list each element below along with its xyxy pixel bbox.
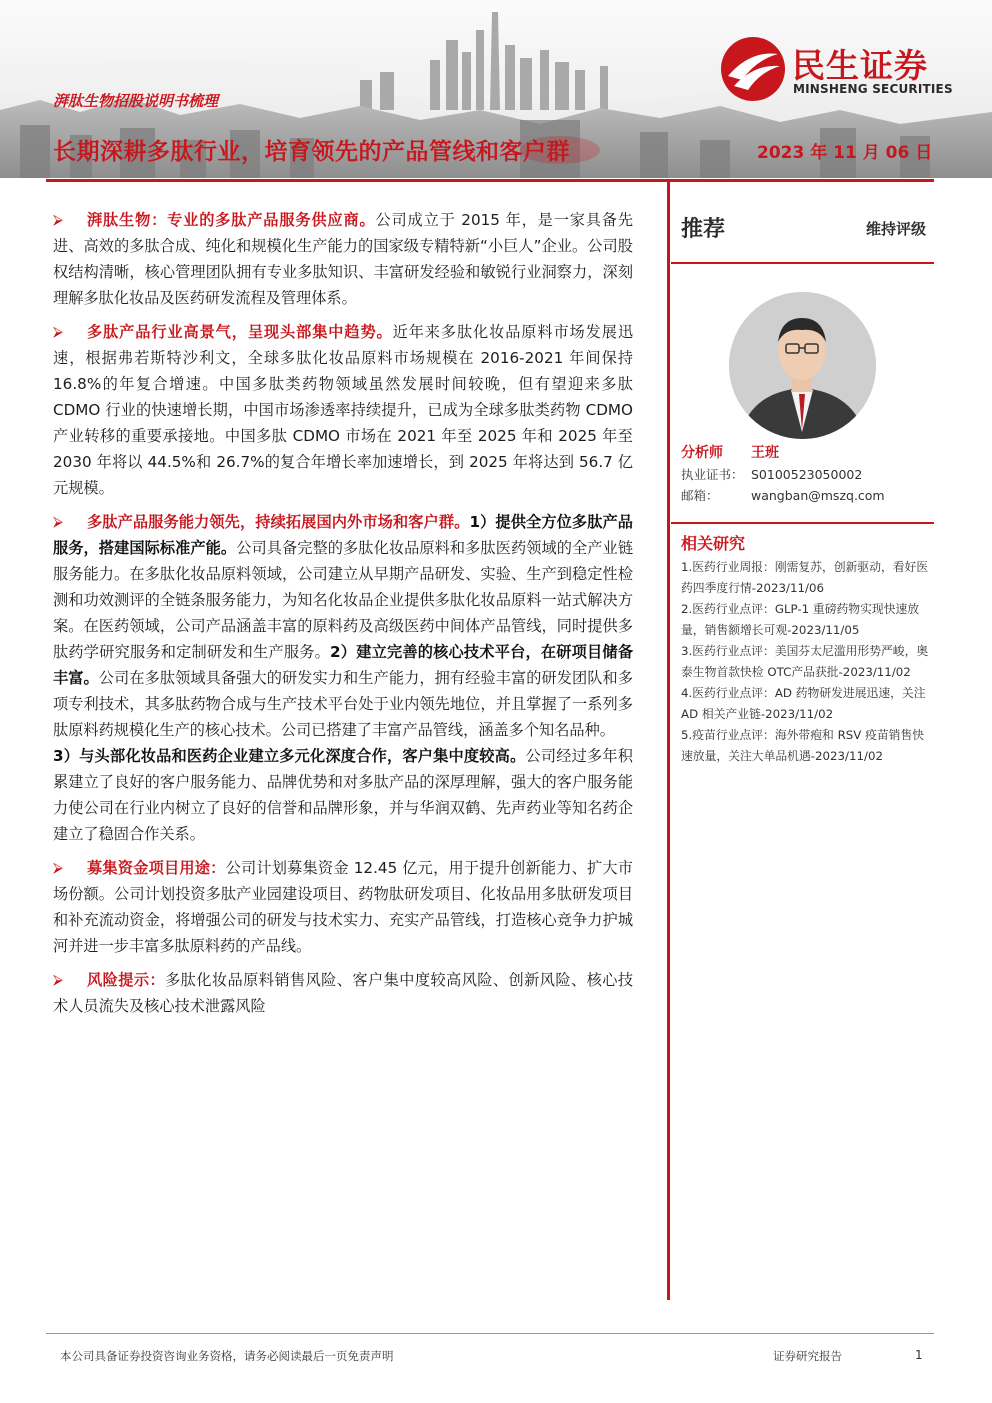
paragraph-lead: 风险提示： xyxy=(87,971,166,989)
double-chevron-right-icon: ⮚ xyxy=(53,972,63,988)
analyst-name: 王班 xyxy=(751,445,779,461)
summary-paragraph xyxy=(53,967,633,1019)
paragraph-lead: 多肽产品行业高景气，呈现头部集中趋势。 xyxy=(87,323,393,341)
paragraph-bold-point: 1）提供全方位多肽产品服务，搭建国际标准产能。 xyxy=(53,513,633,557)
rating-action: 维持评级 xyxy=(865,220,926,238)
rating-label: 推荐 xyxy=(681,217,726,242)
sidebar-divider xyxy=(671,262,934,264)
paragraph-text: 公司成立于 2015 年，是一家具备先进、高效的多肽合成、纯化和规模化生产能力的国家级专精特新“小巨人”企业。公司股权结构清晰，核心管理团队拥有专业多肽知识、丰富研发经验和敏锐行业洞察力，深刻理解多肽化妆品及医药研发流程及管理体系。 xyxy=(53,211,634,307)
paragraph-text: 多肽化妆品原料销售风险、客户集中度较高风险、创新风险、核心技术人员流失及核心技术泄露风险 xyxy=(53,971,634,1015)
page-number: 1 xyxy=(915,1348,923,1362)
paragraph-body xyxy=(53,971,633,1015)
footer-report-type: 证券研究报告 xyxy=(773,1349,842,1363)
column-divider xyxy=(667,182,670,1300)
analyst-name-row xyxy=(681,443,931,464)
analyst-email-label: 邮箱： xyxy=(681,488,719,503)
summary-paragraph xyxy=(53,207,633,311)
paragraph-text: 公司计划募集资金 12.45 亿元，用于提升创新能力、扩大市场份额。公司计划投资多肽产业园建设项目、药物肽研发项目、化妆品用多肽研发项目和补充流动资金，将增强公司的研发与技术实力、充实产品管线，打造核心竞争力护城河并进一步丰富多肽原料药的产品线。 xyxy=(53,859,633,955)
related-research-item[interactable]: 3.医药行业点评：美国芬太尼滥用形势严峻，奥泰生物首款快检 OTC产品获批-2023/11/02 xyxy=(681,644,929,679)
paragraph-text: 近年来多肽化妆品原料市场发展迅速，根据弗若斯特沙利文，全球多肽化妆品原料市场规模在 2016-2021 年间保持 16.8%的年复合增速。中国多肽类药物领域虽然发展时间较晚，但有望迎来多肽 CDMO 行业的快速增长期，中国市场渗透率持续提升，已成为全球多肽类药物 CDMO 产业转移的重要承接地。中国多肽 CDMO 市场在 2021 年至 2025 年和 2025 年至 2030 年将以 44.5%和 26.7%的复合年增长率加速增长，到 2025 年将达到 56.7 亿元规模。 xyxy=(53,323,634,497)
report-subtitle: 湃肽生物招股说明书梳理 xyxy=(53,92,219,110)
main-content xyxy=(53,207,633,1027)
double-chevron-right-icon: ⮚ xyxy=(53,212,63,228)
header-banner xyxy=(0,0,992,178)
related-research-list xyxy=(681,557,929,767)
double-chevron-right-icon: ⮚ xyxy=(53,860,63,876)
summary-paragraph xyxy=(53,855,633,959)
analyst-cert-label: 执业证书： xyxy=(681,467,744,482)
report-date: 2023 年 11 月 06 日 xyxy=(757,143,933,163)
related-research-item[interactable]: 5.疫苗行业点评：海外带疱和 RSV 疫苗销售快速放量，关注大单品机遇-2023/11/02 xyxy=(681,728,925,763)
header-divider xyxy=(46,179,934,182)
logo-text-cn: 民生证券 xyxy=(792,46,928,85)
logo-text-en: MINSHENG SECURITIES xyxy=(793,82,953,96)
minsheng-logo xyxy=(720,36,970,102)
sidebar-divider xyxy=(671,522,934,524)
analyst-role-label: 分析师 xyxy=(681,445,723,461)
analyst-photo xyxy=(729,292,876,439)
rating-box xyxy=(681,212,934,252)
paragraph-text: 公司具备完整的多肽化妆品原料和多肽医药领域的全产业链服务能力。在多肽化妆品原料领域，公司建立从早期产品研发、实验、生产到稳定性检测和功效测评的全链条服务能力，为知名化妆品企业提供多肽化妆品原料一站式解决方案。在医药领域，公司产品涵盖丰富的原料药及高级医药中间体产品管线，同时提供多肽药学研究服务和定制研发和生产服务。 xyxy=(53,539,634,661)
footer-disclaimer: 本公司具备证券投资咨询业务资格，请务必阅读最后一页免责声明 xyxy=(60,1349,394,1363)
related-research-item[interactable]: 2.医药行业点评：GLP-1 重磅药物实现快速放量，销售额增长可观-2023/11/05 xyxy=(681,602,920,637)
paragraph-bold-point: 2）建立完善的核心技术平台，在研项目储备丰富。 xyxy=(53,643,634,687)
paragraph-lead: 多肽产品服务能力领先，持续拓展国内外市场和客户群。 xyxy=(87,513,470,531)
analyst-cert-row xyxy=(681,464,931,485)
minsheng-logo-icon xyxy=(720,36,786,102)
paragraph-body xyxy=(53,211,633,307)
analyst-info xyxy=(681,443,931,506)
related-research-title: 相关研究 xyxy=(681,534,746,553)
paragraph-body xyxy=(53,323,633,497)
double-chevron-right-icon: ⮚ xyxy=(53,324,63,340)
footer-divider xyxy=(46,1333,934,1334)
related-research-item[interactable]: 1.医药行业周报：刚需复苏，创新驱动，看好医药四季度行情-2023/11/06 xyxy=(681,560,929,595)
paragraph-text: 公司经过多年积累建立了良好的客户服务能力、品牌优势和对多肽产品的深厚理解，强大的客户服务能力使公司在行业内树立了良好的信誉和品牌形象，并与华润双鹤、先声药业等知名药企建立了稳固合作关系。 xyxy=(53,747,633,843)
summary-paragraph xyxy=(53,509,633,847)
paragraph-lead: 募集资金项目用途： xyxy=(87,859,226,877)
paragraph-bold-point: 3）与头部化妆品和医药企业建立多元化深度合作，客户集中度较高。 xyxy=(53,747,526,765)
analyst-avatar xyxy=(729,292,876,439)
analyst-cert: S0100523050002 xyxy=(751,467,863,482)
paragraph-body xyxy=(53,859,633,955)
analyst-email[interactable]: wangban@mszq.com xyxy=(751,488,885,503)
paragraph-text: 公司在多肽领域具备强大的研发实力和生产能力，拥有经验丰富的研发团队和多项专利技术，其多肽药物合成与生产技术平台处于业内领先地位，并且掌握了一系列多肽原料药规模化生产的核心技术。公司已搭建了丰富产品管线，涵盖多个知名品种。 xyxy=(53,669,634,739)
analyst-email-row xyxy=(681,485,931,506)
paragraph-body xyxy=(53,513,633,843)
related-research-item[interactable]: 4.医药行业点评：AD 药物研发进展迅速，关注 AD 相关产业链-2023/11/02 xyxy=(681,686,926,721)
paragraph-lead: 湃肽生物：专业的多肽产品服务供应商。 xyxy=(87,211,376,229)
report-title: 长期深耕多肽行业，培育领先的产品管线和客户群 xyxy=(53,139,570,165)
double-chevron-right-icon: ⮚ xyxy=(53,514,63,530)
summary-paragraph xyxy=(53,319,633,501)
